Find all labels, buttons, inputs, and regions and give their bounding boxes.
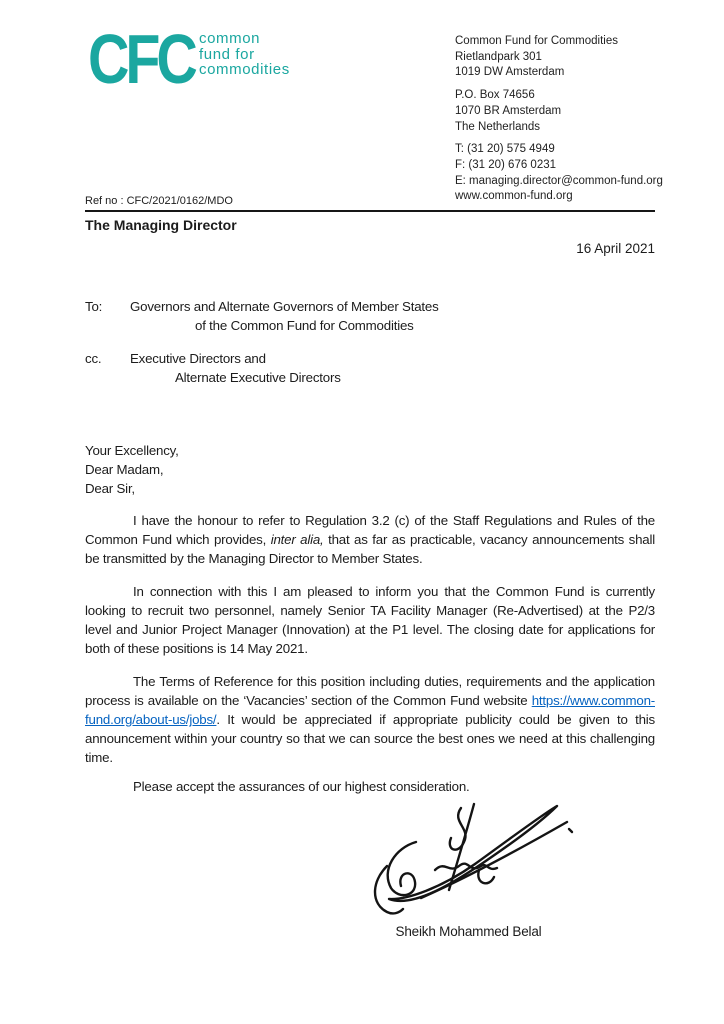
salutation-line: Your Excellency, — [85, 443, 179, 458]
to-label: To: — [85, 299, 103, 314]
sender-title: The Managing Director — [85, 217, 237, 233]
to-line: of the Common Fund for Commodities — [195, 318, 414, 333]
cc-lines — [130, 349, 655, 387]
cfc-logo-acronym: CFC — [88, 20, 194, 98]
cfc-logo-wordmark — [199, 31, 290, 78]
to-row — [85, 297, 655, 335]
address-line: 1070 BR Amsterdam — [455, 104, 562, 117]
paragraph-regulation — [85, 511, 655, 568]
address-line: P.O. Box 74656 — [455, 89, 535, 102]
address-line: The Netherlands — [455, 120, 541, 133]
paragraph-text: that as far as practicable, vacancy announcements shall be transmitted by the Managing Director to Member States. — [85, 532, 656, 566]
cc-label: cc. — [85, 351, 102, 366]
cc-row — [85, 349, 655, 387]
letter-date: 16 April 2021 — [576, 241, 655, 256]
address-line: 1019 DW Amsterdam — [455, 66, 565, 79]
to-lines — [130, 297, 655, 335]
address-line: Common Fund for Commodities — [455, 35, 618, 47]
cc-line: Executive Directors and — [130, 351, 266, 366]
salutation-line: Dear Madam, — [85, 462, 164, 477]
signatory-name: Sheikh Mohammed Belal — [395, 924, 542, 939]
paragraph-vacancies: In connection with this I am pleased to inform you that the Common Fund is currently looking to recruit two personnel, namely Senior TA Facility Manager (Re-Advertised) at the P2/3 level and Junior Project Manager (Innovation) at the P1 level. The closing date for applications for both of these positions is 14 May 2021. — [85, 584, 655, 656]
salutation-line: Dear Sir, — [85, 481, 135, 496]
email-line: E: managing.director@common-fund.org — [455, 174, 663, 187]
cc-line: Alternate Executive Directors — [175, 370, 341, 385]
letterhead-address-block — [455, 34, 665, 212]
logo-wordmark-line: fund for — [199, 45, 255, 63]
to-line: Governors and Alternate Governors of Member States — [130, 299, 439, 314]
visiting-address — [455, 34, 665, 81]
logo-wordmark-line: common — [199, 30, 261, 47]
signature-block — [361, 798, 576, 941]
salutation — [85, 441, 655, 498]
reference-number: Ref no : CFC/2021/0162/MDO — [85, 194, 655, 212]
phone-line: T: (31 20) 575 4949 — [455, 143, 555, 156]
signature-scribble-icon — [361, 798, 576, 922]
cfc-logo — [88, 20, 388, 98]
website-line: www.common-fund.org — [455, 190, 573, 203]
fax-line: F: (31 20) 676 0231 — [455, 158, 557, 171]
letter-body — [85, 441, 655, 941]
paragraph-text: The Terms of Reference for this position including duties, requirements and the application process is available on the ‘Vacancies’ section of the Common Fund website — [85, 674, 655, 708]
paragraph-text: . It would be appreciated if appropriate publicity could be given to this announcement within your country so that we can source the best ones we need at this challenging time. — [85, 712, 655, 765]
logo-wordmark-line: commodities — [199, 61, 290, 79]
address-line: Rietlandpark 301 — [455, 50, 542, 63]
postal-address — [455, 88, 665, 135]
paragraph-text: I have the honour to refer to Regulation 3.2 (c) of the Staff Regulations and Rules of the Common Fund which provides, — [85, 513, 655, 547]
paragraph-terms-of-reference — [85, 672, 655, 767]
inter-alia-italic: inter alia, — [270, 532, 324, 547]
recipients-block — [85, 297, 655, 387]
closing-line: Please accept the assurances of our highest consideration. — [133, 779, 470, 794]
vacancies-page-link[interactable]: https://www.common-fund.org/about-us/jobs/ — [85, 693, 655, 727]
